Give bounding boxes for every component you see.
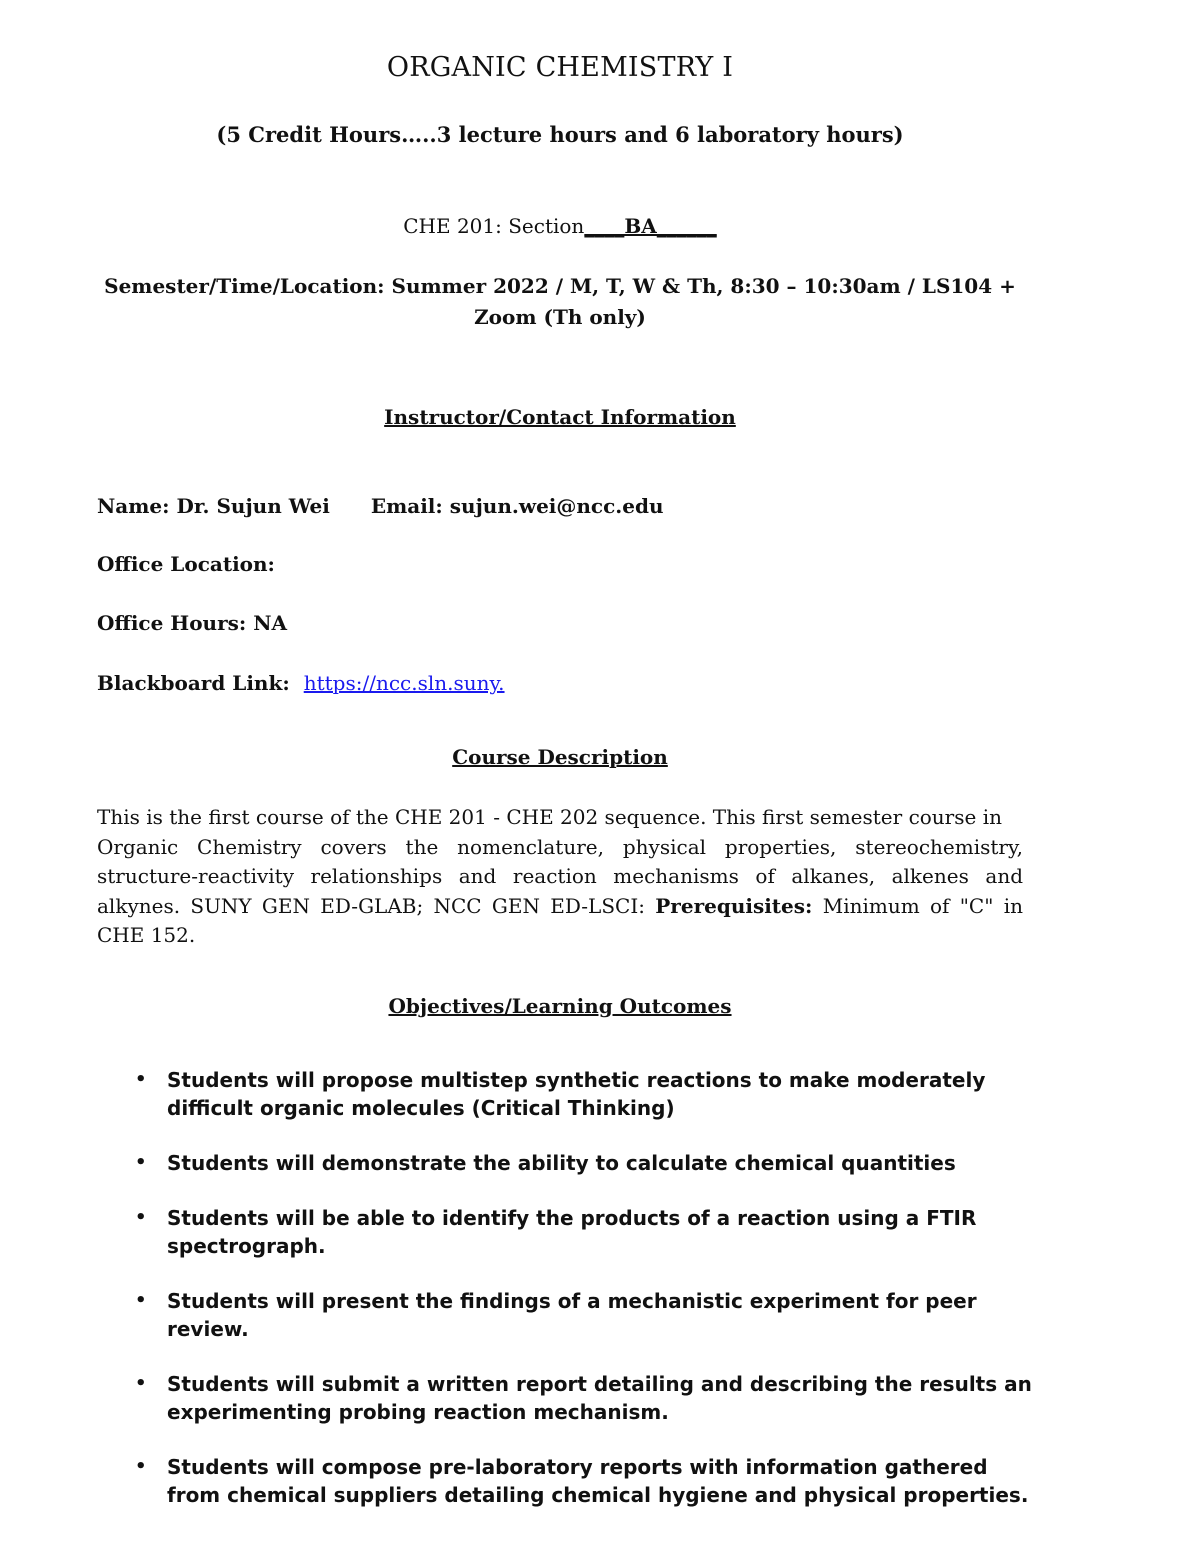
list-item: • Students will present the findings of a mechanistic experiment for peer review. [135,1289,977,1341]
course-description-text [97,803,1023,951]
instructor-heading: Instructor/Contact Information [384,405,736,429]
section-value: ____BA______ [584,214,717,238]
office-hours-value: NA [253,611,288,635]
bullet-icon: • [135,1207,147,1228]
blackboard-label: Blackboard Link: [97,671,290,695]
credit-hours-subtitle: (5 Credit Hours…..3 lecture hours and 6 laboratory hours) [216,122,904,147]
course-description-heading: Course Description [452,745,668,769]
semester-label: Semester/Time/Location: [104,274,385,298]
name-value: Dr. Sujun Wei [176,494,330,518]
bullet-icon: • [135,1373,147,1394]
email-value: sujun.wei@ncc.edu [449,494,664,518]
bullet-icon: • [135,1069,147,1090]
section-line [0,214,1120,238]
bullet-icon: • [135,1456,147,1477]
name-label: Name: [97,494,170,518]
bullet-icon: • [135,1290,147,1311]
blackboard-row [97,671,505,695]
list-item: • Students will demonstrate the ability to calculate chemical quantities [135,1151,956,1175]
list-item: • Students will be able to identify the products of a reaction using a FTIR spectrograph. [135,1206,977,1258]
semester-info [100,271,1020,333]
objectives-list [135,1066,1035,1536]
objectives-heading: Objectives/Learning Outcomes [388,994,732,1018]
list-item: • Students will submit a written report detailing and describing the results an experimenting probing reaction mechanism. [135,1372,1032,1424]
office-hours-label: Office Hours: [97,611,247,635]
office-hours-row [97,611,287,635]
blackboard-link[interactable]: https://ncc.sln.suny. [303,671,505,695]
prerequisites-value: Minimum of "C" in CHE 152. [97,893,1023,947]
prerequisites-label: Prerequisites: [655,893,813,918]
document-title: ORGANIC CHEMISTRY I [386,52,734,83]
bullet-icon: • [135,1152,147,1173]
description-line-1: This is the first course of the CHE 201 - CHE 202 sequence. This first semester course in [97,805,1002,829]
semester-value: Summer 2022 / M, T, W & Th, 8:30 – 10:30am / LS104 + Zoom (Th only) [391,274,1016,329]
list-item: • Students will propose multistep synthetic reactions to make moderately difficult organic molecules (Critical Thinking) [135,1068,986,1120]
description-rest: Organic Chemistry covers the nomenclature, physical properties, stereochemistry, structure-reactivity relationships and reaction mechanisms of alkanes, alkenes and alkynes. SUNY GEN ED-GLAB; NCC GEN ED-LSCI: [97,834,1023,918]
list-item: • Students will compose pre-laboratory reports with information gathered from chemical suppliers detailing chemical hygiene and physical properties. [135,1455,1029,1507]
section-prefix: CHE 201: Section [403,214,585,238]
office-location-label: Office Location: [97,552,275,576]
name-email-row [97,494,664,518]
email-label: Email: [370,494,443,518]
